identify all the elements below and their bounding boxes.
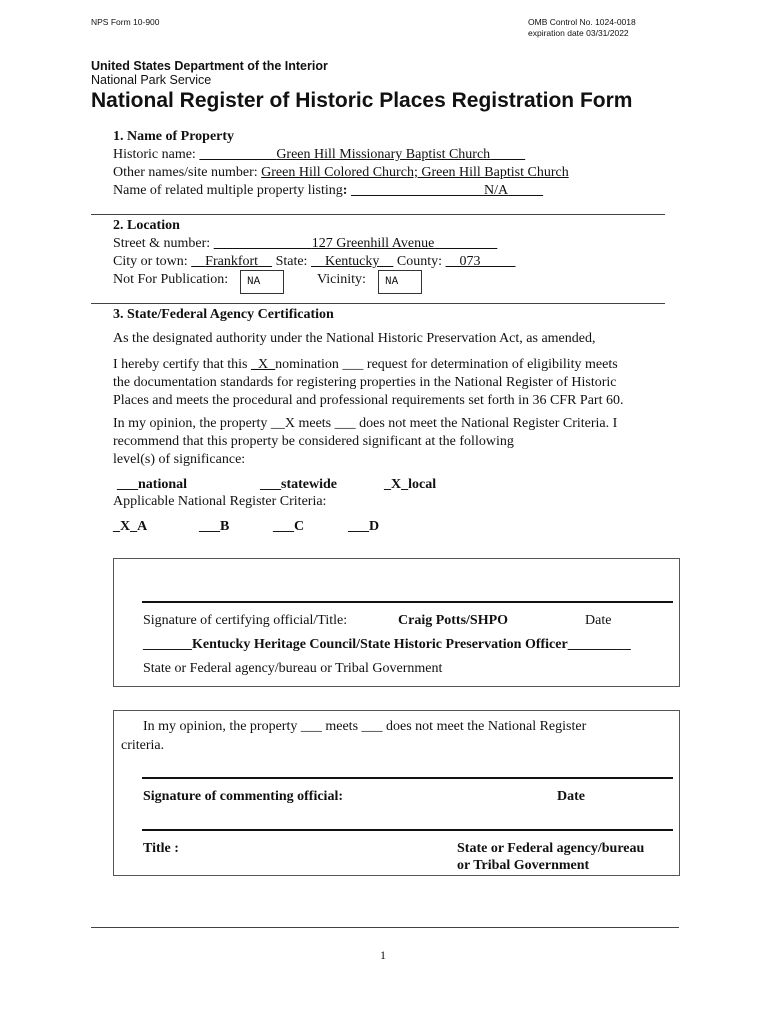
form-number: NPS Form 10-900 (91, 17, 160, 27)
criterion-d[interactable]: ___D (348, 519, 380, 534)
historic-name-value: Green Hill Missionary Baptist Church (276, 147, 491, 162)
section2-heading: 2. Location (113, 218, 180, 233)
commenting-opinion-line-1: In my opinion, the property ___ meets ___ does not meet the National Register (143, 719, 587, 734)
related-listing-row: Name of related multiple property listing: N/A (113, 182, 543, 200)
certifying-official-name: Craig Potts/SHPO (398, 613, 509, 628)
opinion-line-2: recommend that this property be considered significant at the following (113, 434, 514, 449)
certifying-agency-line: _______Kentucky Heritage Council/State Historic Preservation Officer_________ (143, 637, 631, 652)
related-listing-label: Name of related multiple property listing (113, 183, 343, 198)
commenting-opinion-line-2: criteria. (121, 738, 165, 753)
certify-line-3: Places and meets the procedural and professional requirements set forth in 36 CFR Part 60. (113, 393, 624, 408)
page-number: 1 (380, 948, 386, 962)
city-label: City or town: (113, 254, 188, 269)
related-listing-value: N/A (483, 183, 509, 198)
historic-name-label: Historic name: (113, 147, 196, 162)
vicinity-field[interactable]: NA (378, 270, 422, 294)
expiration-date: expiration date 03/31/2022 (528, 28, 629, 38)
level-national[interactable]: ___national (117, 477, 188, 492)
commenting-title-label: Title : (143, 841, 179, 856)
certifying-signature-label: Signature of certifying official/Title: (143, 613, 348, 628)
street-row (113, 235, 497, 253)
criterion-c[interactable]: ___C (273, 519, 305, 534)
other-names-label: Other names/site number: (113, 165, 258, 180)
level-statewide[interactable]: ___statewide (260, 477, 337, 492)
criterion-b[interactable]: ___B (199, 519, 230, 534)
other-names-value: Green Hill Colored Church; Green Hill Baptist Church (261, 165, 569, 180)
certifying-agency-caption: State or Federal agency/bureau or Tribal Government (143, 661, 443, 676)
page-title: National Register of Historic Places Registration Form (91, 89, 633, 112)
section3-heading: 3. State/Federal Agency Certification (113, 307, 334, 322)
opinion-line-1: In my opinion, the property __X meets ___ does not meet the National Register Criteria. I (113, 416, 618, 431)
not-for-publication-label: Not For Publication: (113, 272, 229, 287)
certify-line-1: I hereby certify that this _X_nomination ___ request for determination of eligibility meets (113, 357, 618, 372)
city-value: Frankfort (205, 254, 259, 269)
certifying-date-label: Date (585, 613, 612, 628)
vicinity-label: Vicinity: (317, 272, 366, 287)
section-divider (91, 303, 665, 304)
department-name: United States Department of the Interior (91, 59, 328, 73)
not-for-publication-field[interactable]: NA (240, 270, 284, 294)
city-row (113, 253, 516, 271)
commenting-title-line[interactable] (142, 829, 673, 831)
criteria-label: Applicable National Register Criteria: (113, 494, 327, 509)
street-value: 127 Greenhill Avenue (311, 236, 435, 251)
street-label: Street & number: (113, 236, 211, 251)
commenting-signature-label: Signature of commenting official: (143, 789, 343, 804)
commenting-agency-line-1: State or Federal agency/bureau (457, 841, 645, 856)
commenting-agency-line-2: or Tribal Government (457, 858, 590, 873)
county-value: 073 (459, 254, 481, 269)
commenting-signature-line[interactable] (142, 777, 673, 779)
certification-authority-text: As the designated authority under the National Historic Preservation Act, as amended, (113, 331, 596, 346)
historic-name-row (113, 146, 525, 164)
service-name: National Park Service (91, 73, 212, 87)
county-label: County: (396, 254, 443, 269)
opinion-line-3: level(s) of significance: (113, 452, 246, 467)
footer-divider (91, 927, 679, 928)
omb-control-number: OMB Control No. 1024-0018 (528, 17, 636, 27)
state-value: Kentucky (324, 254, 380, 269)
section1-heading: 1. Name of Property (113, 129, 235, 144)
certify-line-2: the documentation standards for registering properties in the National Register of Historic (113, 375, 617, 390)
level-local[interactable]: _X_local (384, 477, 437, 492)
criterion-a[interactable]: _X_A (113, 519, 148, 534)
section-divider (91, 214, 665, 215)
commenting-date-label: Date (557, 789, 585, 804)
other-names-row (113, 164, 569, 182)
state-label: State: (275, 254, 308, 269)
certifying-signature-line[interactable] (142, 601, 673, 603)
